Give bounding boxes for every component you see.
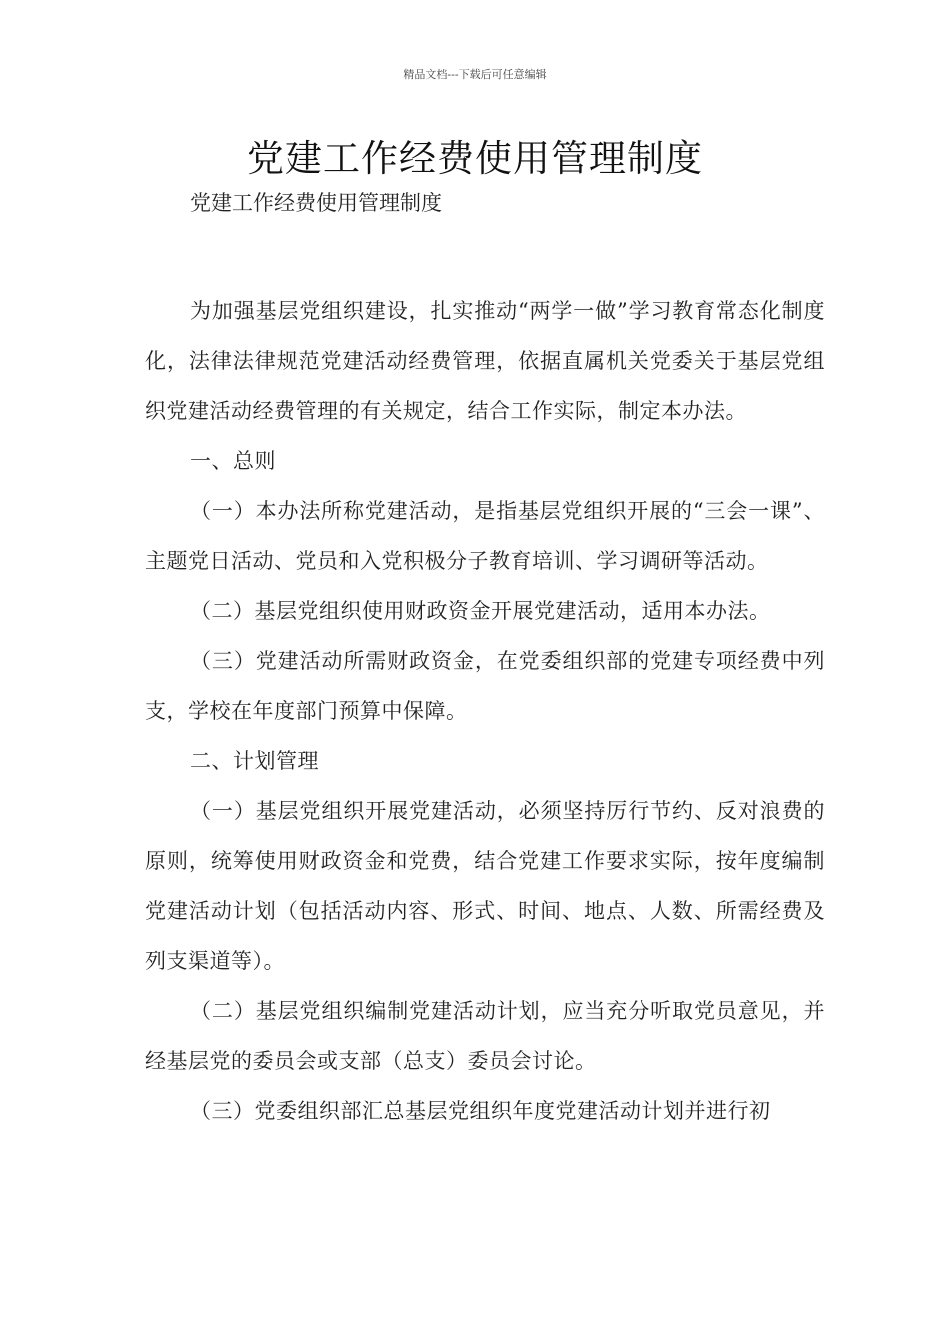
document-body: [145, 286, 825, 1136]
paragraph-plan-1: （一）基层党组织开展党建活动，必须坚持厉行节约、反对浪费的原则，统筹使用财政资金和党费，结合党建工作要求实际，按年度编制党建活动计划（包括活动内容、形式、时间、地点、人数、所需经费及列支渠道等）。: [145, 799, 825, 973]
section-heading-general: 一、总则: [190, 449, 276, 473]
paragraph-plan-2: （二）基层党组织编制党建活动计划，应当充分听取党员意见，并经基层党的委员会或支部（总支）委员会讨论。: [145, 999, 825, 1073]
document-title: 党建工作经费使用管理制度: [247, 137, 703, 180]
paragraph-general-1: （一）本办法所称党建活动，是指基层党组织开展的“三会一课”、主题党日活动、党员和入党积极分子教育培训、学习调研等活动。: [145, 499, 825, 573]
document-subtitle: 党建工作经费使用管理制度: [190, 191, 442, 215]
paragraph-general-2: （二）基层党组织使用财政资金开展党建活动，适用本办法。: [190, 599, 771, 623]
paragraph-general-3: （三）党建活动所需财政资金，在党委组织部的党建专项经费中列支，学校在年度部门预算中保障。: [145, 649, 825, 723]
paragraph-plan-3: （三）党委组织部汇总基层党组织年度党建活动计划并进行初: [190, 1099, 771, 1123]
paragraph-intro: 为加强基层党组织建设，扎实推动“两学一做”学习教育常态化制度化，法律法律规范党建活动经费管理，依据直属机关党委关于基层党组织党建活动经费管理的有关规定，结合工作实际，制定本办法。: [145, 299, 825, 423]
section-heading-plan: 二、计划管理: [190, 749, 319, 773]
page-header-watermark: 精品文档---下载后可任意编辑: [403, 68, 547, 81]
